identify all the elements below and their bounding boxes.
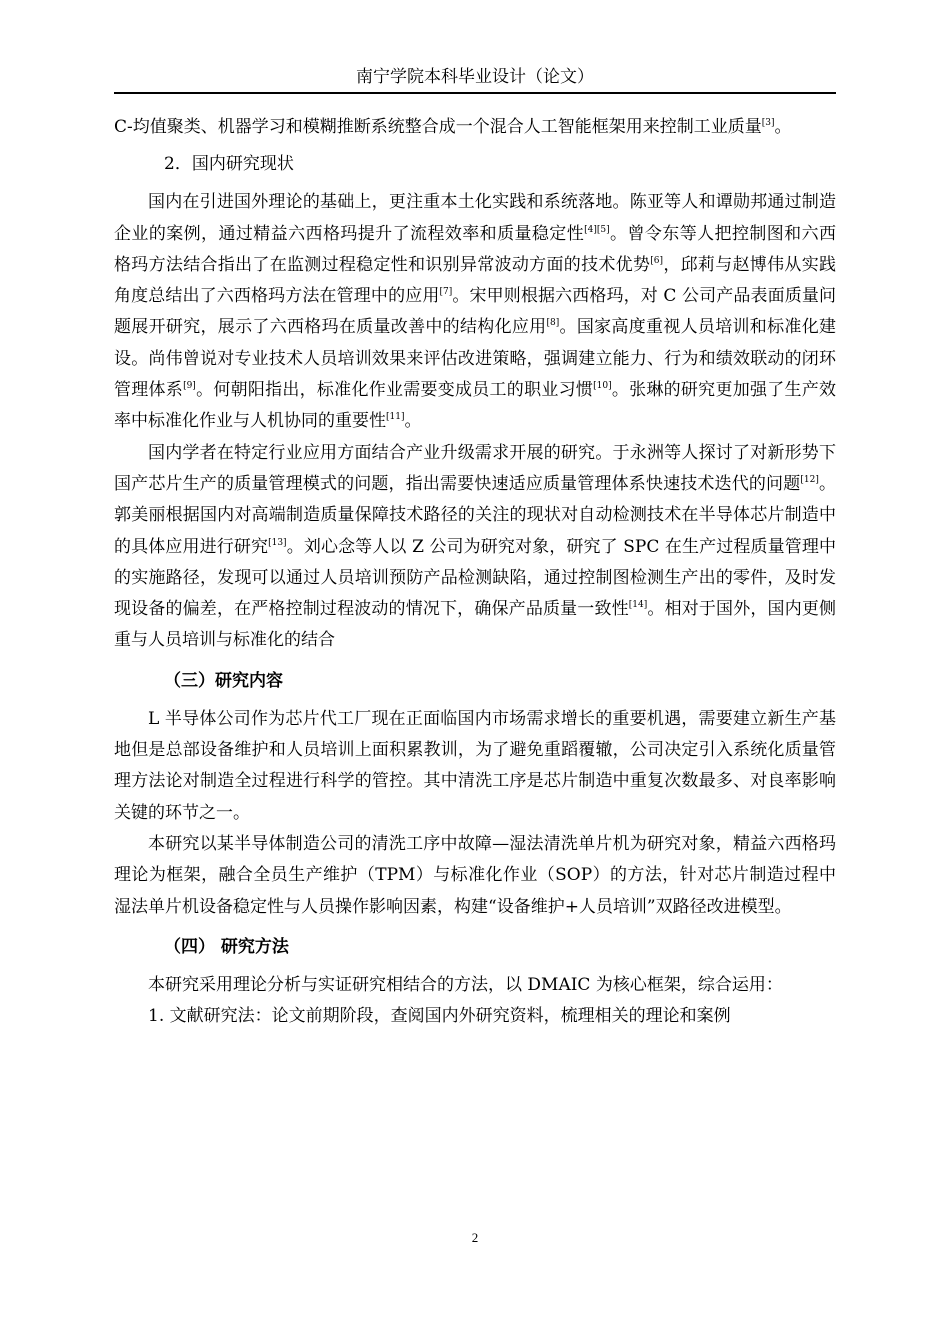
header-title: 南宁学院本科毕业设计（论文） [356,67,594,87]
paragraph-research-background: L 半导体公司作为芯片代工厂现在正面临国内市场需求增长的重要机遇，需要建立新生产基地但是总部设备维护和人员培训上面积累教训，为了避免重蹈覆辙，公司决定引入系统化质量管理方法论对制造全过程进行科学的管控。其中清洗工序是芯片制造中重复次数最多、对良率影响关键的环节之一。 [114,708,836,823]
document-body [114,112,836,1032]
section-heading-research-content: （三）研究内容 [164,670,283,691]
page-number: 2 [471,1230,479,1245]
paragraph-method-intro: 本研究采用理论分析与实证研究相结合的方法，以 DMAIC 为核心框架，综合运用： [148,974,783,995]
section-heading-research-method: （四） 研究方法 [164,936,289,957]
page-header [114,62,836,94]
subsection-heading-domestic: 2．国内研究现状 [164,154,294,175]
paragraph-research-object: 本研究以某半导体制造公司的清洗工序中故障—湿法清洗单片机为研究对象，精益六西格玛理论为框架，融合全员生产维护（TPM）与标准化作业（SOP）的方法，针对芯片制造过程中湿法单片机设备稳定性与人员操作影响因素，构建“设备维护+人员培训”双路径改进模型。 [114,833,836,917]
list-item-literature-method: 1. 文献研究法：论文前期阶段，查阅国内外研究资料，梳理相关的理论和案例 [148,1006,731,1027]
paragraph-domestic-research: 国内在引进国外理论的基础上，更注重本土化实践和系统落地。陈亚等人和谭勋邦通过制造企业的案例，通过精益六西格玛提升了流程效率和质量稳定性[4][5]。曾令东等人把控制图和六西格玛方法结合指出了在监测过程稳定性和识别异常波动方面的技术优势[6]，邱莉与赵博伟从实践角度总结出了六西格玛方法在管理中的应用[7]。宋甲则根据六西格玛，对 C 公司产品表面质量问题展开研究，展示了六西格玛在质量改善中的结构化应用[8]。国家高度重视人员培训和标准化建设。尚伟曾说对专业技术人员培训效果来评估改进策略，强调建立能力、行为和绩效联动的闭环管理体系[9]。何朝阳指出，标准化作业需要变成员工的职业习惯[10]。张琳的研究更加强了生产效率中标准化作业与人机协同的重要性[11]。 [114,192,837,432]
paragraph-industry-application: 国内学者在特定行业应用方面结合产业升级需求开展的研究。于永洲等人探讨了对新形势下国产芯片生产的质量管理模式的问题，指出需要快速适应质量管理体系快速技术迭代的问题[12]。郭美丽根据国内对高端制造质量保障技术路径的关注的现状对自动检测技术在半导体芯片制造中的具体应用进行研究[13]。刘心念等人以 Z 公司为研究对象，研究了 SPC 在生产过程质量管理中的实施路径，发现可以通过人员培训预防产品检测缺陷，通过控制图检测生产出的零件，及时发现设备的偏差，在严格控制过程波动的情况下，确保产品质量一致性[14]。相对于国外，国内更侧重与人员培训与标准化的结合 [114,442,837,651]
paragraph-continued: C-均值聚类、机器学习和模糊推断系统整合成一个混合人工智能框架用来控制工业质量[3]。 [114,117,792,137]
